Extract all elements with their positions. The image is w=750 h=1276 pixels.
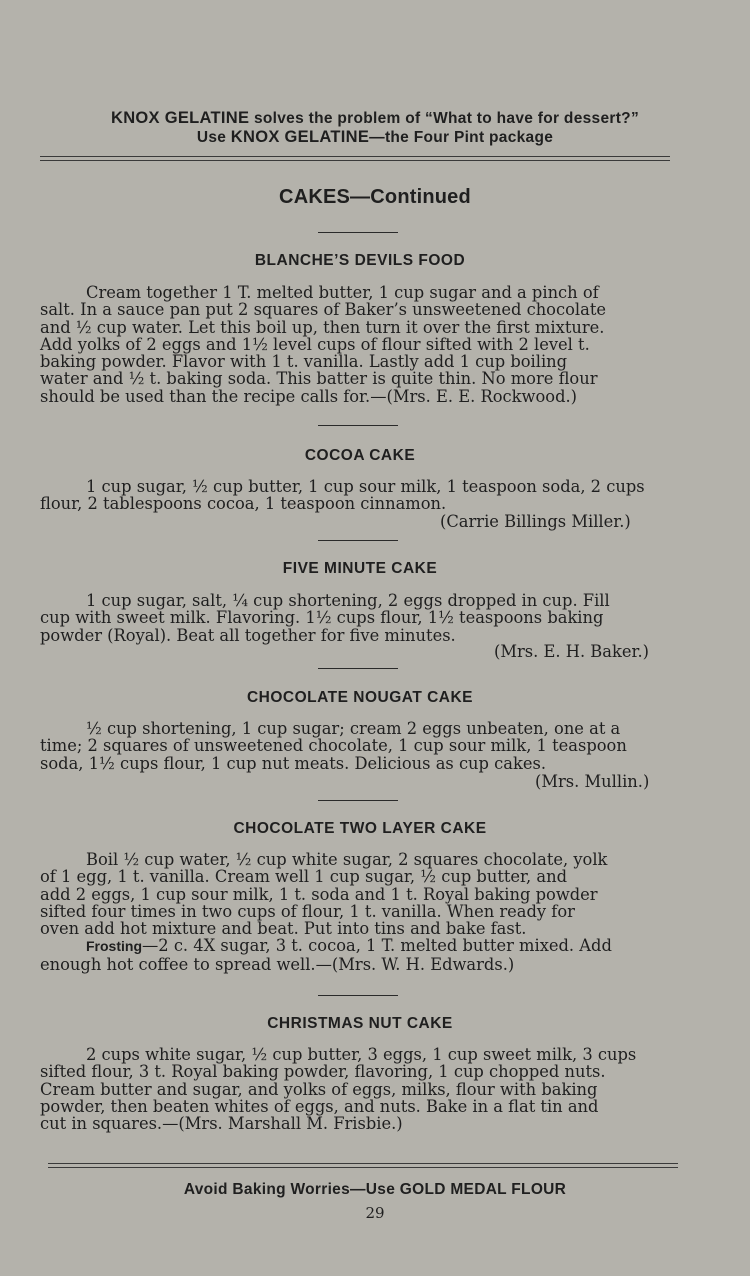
recipe-divider-1 — [318, 232, 398, 233]
header-brand-knox-2: KNOX GELATINE — [230, 128, 370, 146]
recipe-line: Boil ½ cup water, ½ cup white sugar, 2 squares chocolate, yolk — [86, 850, 608, 869]
recipe-body-five-minute-cake — [40, 592, 676, 644]
recipe-line: powder (Royal). Beat all together for five minutes. — [40, 625, 456, 645]
recipe-line: add 2 eggs, 1 cup sour milk, 1 t. soda and 1 t. Royal baking powder — [40, 884, 598, 904]
attribution-chocolate-nougat-cake: (Mrs. Mullin.) — [535, 772, 650, 791]
header-ad-line-2 — [0, 127, 750, 148]
recipe-body-chocolate-two-layer-cake — [40, 851, 676, 973]
recipe-title-five-minute-cake: FIVE MINUTE CAKE — [282, 560, 438, 577]
footer-ad-lead: Avoid Baking Worries—Use — [183, 1181, 400, 1198]
frosting-label: Frosting — [86, 938, 142, 955]
recipe-line: Cream together 1 T. melted butter, 1 cup sugar and a pinch of — [86, 283, 599, 302]
recipe-line: cup with sweet milk. Flavoring. 1½ cups flour, 1½ teaspoons baking — [40, 608, 604, 628]
header-line-1-text: solves the problem of “What to have for dessert?” — [249, 110, 639, 127]
recipe-divider-2 — [318, 425, 398, 426]
recipe-title-cocoa-cake: COCOA CAKE — [304, 447, 416, 464]
recipe-line: flour, 2 tablespoons cocoa, 1 teaspoon cinnamon. — [40, 494, 447, 514]
page-number: 29 — [365, 1204, 385, 1222]
recipe-line: baking powder. Flavor with 1 t. vanilla. Lastly add 1 cup boiling — [40, 352, 568, 372]
recipe-line: Cream butter and sugar, and yolks of eggs, milks, flour with baking — [40, 1079, 598, 1099]
recipe-title-christmas-nut-cake: CHRISTMAS NUT CAKE — [267, 1015, 453, 1032]
recipe-line: salt. In a sauce pan put 2 squares of Baker’s unsweetened chocolate — [40, 300, 606, 320]
recipe-line: sifted four times in two cups of flour, 1 t. vanilla. When ready for — [40, 901, 575, 921]
header-line-2-lead: Use — [196, 129, 231, 146]
recipe-title-chocolate-two-layer-cake: CHOCOLATE TWO LAYER CAKE — [233, 820, 487, 837]
recipe-line: 1 cup sugar, salt, ¼ cup shortening, 2 eggs dropped in cup. Fill — [86, 591, 610, 610]
recipe-line: soda, 1½ cups flour, 1 cup nut meats. Delicious as cup cakes. — [40, 753, 546, 773]
frosting-line — [40, 937, 676, 955]
recipe-line: oven add hot mixture and beat. Put into tins and bake fast. — [40, 919, 527, 939]
frosting-text: —2 c. 4X sugar, 3 t. cocoa, 1 T. melted butter mixed. Add — [142, 936, 612, 956]
recipe-line: time; 2 squares of unsweetened chocolate, 1 cup sour milk, 1 teaspoon — [40, 736, 627, 756]
recipe-divider-3 — [318, 540, 398, 541]
recipe-body-blanches-devils-food — [40, 284, 676, 405]
recipe-line: of 1 egg, 1 t. vanilla. Cream well 1 cup sugar, ½ cup butter, and — [40, 867, 568, 887]
recipe-line: powder, then beaten whites of eggs, and nuts. Bake in a flat tin and — [40, 1096, 599, 1116]
recipe-line: sifted flour, 3 t. Royal baking powder, flavoring, 1 cup chopped nuts. — [40, 1062, 606, 1082]
footer-double-rule — [48, 1163, 678, 1168]
recipe-divider-6 — [318, 995, 398, 996]
attribution-five-minute-cake: (Mrs. E. H. Baker.) — [494, 642, 649, 661]
recipe-line: enough hot coffee to spread well.—(Mrs. W. H. Edwards.) — [40, 954, 515, 974]
recipe-body-chocolate-nougat-cake — [40, 720, 676, 772]
recipe-body-christmas-nut-cake — [40, 1046, 676, 1132]
recipe-title-chocolate-nougat-cake: CHOCOLATE NOUGAT CAKE — [246, 689, 474, 706]
recipe-line: cut in squares.—(Mrs. Marshall M. Frisbie.) — [40, 1114, 403, 1134]
footer-brand-gold-medal: GOLD MEDAL FLOUR — [399, 1181, 567, 1198]
header-brand-knox: KNOX GELATINE — [110, 109, 250, 127]
header-line-2-text: —the Four Pint package — [369, 129, 554, 146]
header-ad-line-1 — [0, 108, 750, 129]
recipe-line: Add yolks of 2 eggs and 1½ level cups of flour sifted with 2 level t. — [40, 334, 590, 354]
recipe-line: ½ cup shortening, 1 cup sugar; cream 2 eggs unbeaten, one at a — [86, 719, 621, 738]
recipe-line: 1 cup sugar, ½ cup butter, 1 cup sour milk, 1 teaspoon soda, 2 cups — [86, 477, 645, 496]
recipe-line: water and ½ t. baking soda. This batter is quite thin. No more flour — [40, 369, 598, 389]
recipe-title-blanches-devils-food: BLANCHE’S DEVILS FOOD — [254, 252, 466, 269]
recipe-body-cocoa-cake — [40, 478, 676, 513]
recipe-line: 2 cups white sugar, ½ cup butter, 3 eggs, 1 cup sweet milk, 3 cups — [86, 1045, 637, 1064]
footer-ad — [0, 1181, 750, 1199]
recipe-line: should be used than the recipe calls for.—(Mrs. E. E. Rockwood.) — [40, 386, 578, 406]
recipe-divider-4 — [318, 668, 398, 669]
header-double-rule — [40, 156, 670, 161]
section-title: CAKES—Continued — [279, 186, 471, 208]
attribution-cocoa-cake: (Carrie Billings Miller.) — [440, 512, 631, 531]
recipe-divider-5 — [318, 800, 398, 801]
recipe-line: and ½ cup water. Let this boil up, then turn it over the first mixture. — [40, 317, 605, 337]
